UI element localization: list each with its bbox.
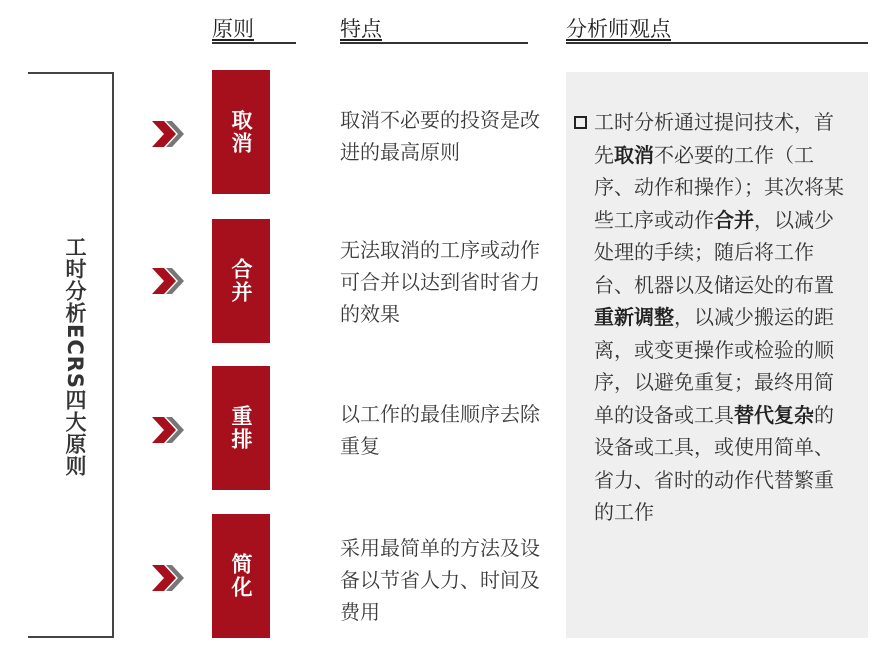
- note-emphasis: 重新调整: [594, 305, 674, 329]
- header-feature: [340, 16, 528, 44]
- note-emphasis: 取消: [614, 142, 654, 167]
- chevron-right-icon: [152, 565, 186, 591]
- side-title: 工时分析ECRS四大原则: [63, 236, 87, 478]
- analyst-note: [594, 106, 844, 529]
- feature-text: 取消不必要的投资是改进的最高原则: [340, 108, 540, 164]
- note-text: 的设备或工具，或使用简单、省力、省时的动作代替繁重的工作: [594, 402, 834, 524]
- header-principle-label: 原则: [212, 17, 254, 41]
- feature-text: 以工作的最佳顺序去除重复: [340, 402, 540, 458]
- note-emphasis: 替代复杂: [734, 402, 814, 427]
- chevron-right-icon: [152, 268, 186, 294]
- principle-label: 重排: [229, 405, 253, 451]
- principle-label: 合并: [229, 258, 253, 304]
- principle-box-simplify: [212, 514, 270, 638]
- analyst-panel: [566, 72, 868, 638]
- principle-label: 简化: [229, 553, 253, 599]
- feature-text: 无法取消的工序或动作可合并以达到省时省力的效果: [340, 238, 540, 326]
- principle-box-combine: [212, 219, 270, 343]
- header-analyst-label: 分析师观点: [566, 17, 671, 41]
- note-text: ，以减少搬运的距离，或变更操作或检验的顺序，以避免重复；最终用简单的设备或工具: [594, 305, 834, 427]
- note-text: 不必要的工作（工序、动作和操作）；其次将某些工序或动作: [594, 142, 844, 232]
- note-text: ，以减少处理的手续；随后将工作台、机器以及储运处的布置: [594, 207, 834, 297]
- note-emphasis: 合并: [714, 207, 754, 232]
- note-text: 工时分析通过提问技术，首先: [594, 110, 834, 167]
- feature-text: 采用最简单的方法及设备以节省人力、时间及费用: [340, 536, 540, 624]
- principle-label: 取消: [229, 109, 253, 155]
- header-feature-label: 特点: [340, 17, 382, 41]
- header-analyst: [566, 16, 868, 44]
- principle-box-rearrange: [212, 366, 270, 490]
- checkbox-bullet-icon: [574, 116, 587, 129]
- chevron-right-icon: [152, 417, 186, 443]
- chevron-right-icon: [152, 121, 186, 147]
- header-principle: [212, 16, 296, 44]
- principle-box-cancel: [212, 70, 270, 194]
